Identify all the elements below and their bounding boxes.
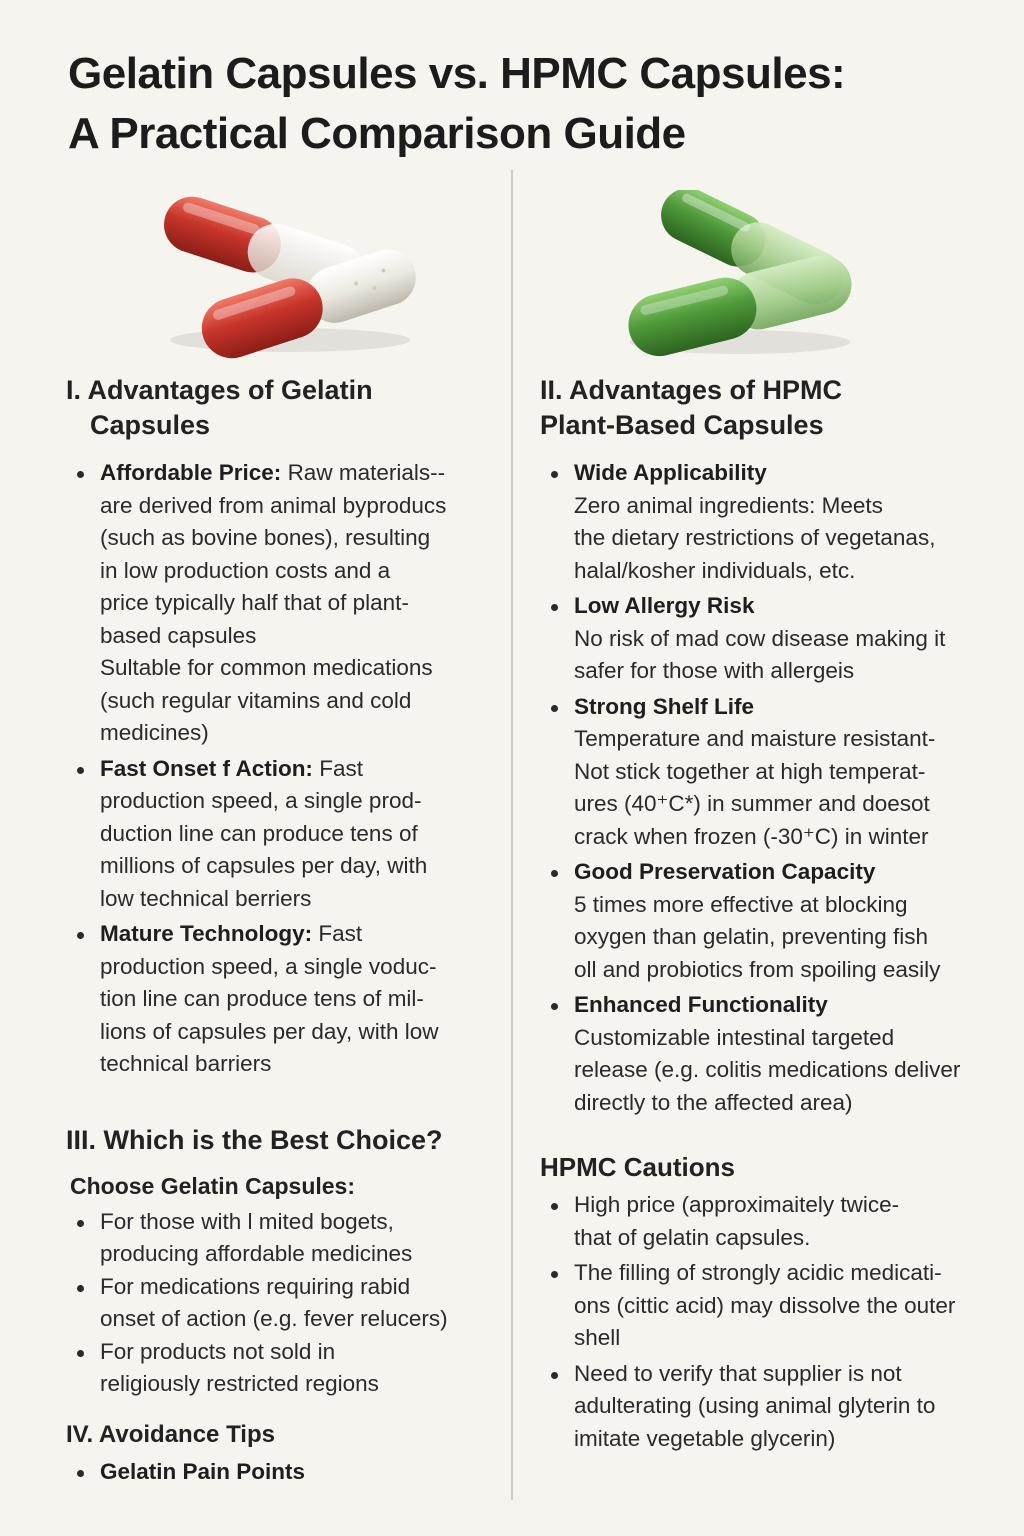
item-text: Customizable intestinal targeted bbox=[574, 1024, 895, 1050]
avoidance-tips-list bbox=[66, 1456, 496, 1489]
best-choice-heading: III. Which is the Best Choice? bbox=[66, 1124, 443, 1155]
item-text: are derived from animal byproducs bbox=[100, 492, 447, 518]
list-item bbox=[66, 1271, 496, 1336]
page-title-line-2: A Practical Comparison Guide bbox=[68, 109, 686, 158]
item-text: tion line can produce tens of mil- bbox=[100, 986, 424, 1011]
list-item bbox=[540, 1257, 990, 1355]
item-text: Sultable for common medications bbox=[100, 655, 433, 680]
item-text: in low production costs and a bbox=[100, 557, 391, 583]
hpmc-capsules-image bbox=[610, 190, 870, 360]
item-text: release (e.g. colitis medications deliver bbox=[574, 1057, 961, 1082]
page-title-line-1: Gelatin Capsules vs. HPMC Capsules: bbox=[68, 49, 846, 98]
item-term: Fast Onset f Action: bbox=[100, 755, 313, 781]
gelatin-advantages-list bbox=[66, 457, 496, 1081]
item-text: ures (40⁺C*) in summer and doesot bbox=[574, 791, 930, 816]
item-text: producing affordable medicines bbox=[100, 1241, 413, 1266]
item-text: production speed, a single voduc- bbox=[100, 953, 437, 979]
item-text: The filling of strongly acidic medicati- bbox=[574, 1260, 942, 1285]
item-text: the dietary restrictions of vegetanas, bbox=[574, 525, 936, 550]
item-text: Fast bbox=[318, 921, 363, 946]
list-item bbox=[66, 1206, 496, 1271]
item-text: halal/kosher individuals, etc. bbox=[574, 557, 856, 583]
item-text: crack when frozen (-30⁺C) in winter bbox=[574, 823, 929, 849]
list-item bbox=[66, 457, 496, 750]
item-text: 5 times more effective at blocking bbox=[574, 891, 908, 917]
item-text: Zero animal ingredients: Meets bbox=[574, 492, 883, 518]
item-term: Affordable Price: bbox=[100, 460, 282, 485]
hpmc-advantages-list bbox=[540, 457, 990, 1119]
item-text: onset of action (e.g. fever relucers) bbox=[100, 1306, 448, 1331]
item-text: shell bbox=[574, 1325, 621, 1350]
item-text: oll and probiotics from spoiling easily bbox=[574, 956, 941, 982]
avoidance-tips-heading: IV. Avoidance Tips bbox=[66, 1420, 275, 1448]
item-text: Need to verify that supplier is not bbox=[574, 1360, 902, 1386]
gelatin-advantages-heading bbox=[66, 373, 496, 443]
item-text: ons (cittic acid) may dissolve the outer bbox=[574, 1292, 956, 1318]
item-text: Fast bbox=[319, 755, 363, 781]
item-text: adulterating (using animal glyterin to bbox=[574, 1393, 936, 1418]
gelatin-capsules-image bbox=[140, 190, 420, 360]
item-text: millions of capsules per day, with bbox=[100, 853, 428, 878]
item-text: directly to the affected area) bbox=[574, 1089, 853, 1115]
item-text: medicines) bbox=[100, 720, 209, 745]
list-item bbox=[540, 590, 990, 688]
item-text: (such regular vitamins and cold bbox=[100, 687, 412, 713]
page-title bbox=[68, 44, 988, 164]
list-item bbox=[540, 457, 990, 587]
choose-gelatin-list bbox=[66, 1206, 496, 1401]
list-item bbox=[540, 989, 990, 1119]
item-text: Temperature and maisture resistant- bbox=[574, 726, 936, 751]
list-item bbox=[66, 753, 496, 916]
item-text: Raw materials-- bbox=[287, 460, 446, 485]
item-term: Wide Applicability bbox=[574, 460, 767, 485]
choose-gelatin-subheading: Choose Gelatin Capsules: bbox=[70, 1172, 356, 1199]
item-text: For products not sold in bbox=[100, 1338, 336, 1364]
list-item bbox=[540, 1358, 990, 1456]
list-item bbox=[540, 856, 990, 986]
item-text: price typically half that of plant- bbox=[100, 590, 409, 615]
item-text: religiously restricted regions bbox=[100, 1371, 379, 1396]
right-column bbox=[540, 373, 990, 1458]
gelatin-heading-line-1: I. Advantages of Gelatin bbox=[66, 375, 373, 405]
column-divider bbox=[511, 170, 513, 1500]
item-text: duction line can produce tens of bbox=[100, 820, 418, 846]
item-text: (such as bovine bones), resulting bbox=[100, 525, 431, 550]
item-text: production speed, a single prod- bbox=[100, 788, 422, 813]
item-term: Gelatin Pain Points bbox=[100, 1458, 306, 1484]
item-term: Enhanced Functionality bbox=[574, 992, 828, 1017]
item-term: Strong Shelf Life bbox=[574, 693, 754, 719]
list-item bbox=[66, 1456, 496, 1489]
item-text: oxygen than gelatin, preventing fish bbox=[574, 924, 928, 949]
list-item bbox=[66, 918, 496, 1081]
item-text: imitate vegetable glycerin) bbox=[574, 1425, 836, 1451]
hpmc-cautions-list bbox=[540, 1189, 990, 1455]
item-term: Low Allergy Risk bbox=[574, 593, 755, 618]
item-text: For medications requiring rabid bbox=[100, 1273, 411, 1299]
hpmc-advantages-heading bbox=[540, 373, 990, 443]
hpmc-cautions-heading: HPMC Cautions bbox=[540, 1152, 735, 1182]
item-text: No risk of mad cow disease making it bbox=[574, 625, 946, 651]
item-text: lions of capsules per day, with low bbox=[100, 1018, 439, 1044]
left-column bbox=[66, 373, 496, 1488]
item-text: that of gelatin capsules. bbox=[574, 1224, 811, 1250]
item-text: For those with l mited bogets, bbox=[100, 1208, 394, 1234]
list-item bbox=[66, 1336, 496, 1401]
item-text: High price (approximaitely twice- bbox=[574, 1192, 900, 1217]
list-item bbox=[540, 691, 990, 854]
item-text: based capsules bbox=[100, 622, 257, 648]
gelatin-heading-line-2: Capsules bbox=[90, 410, 211, 440]
item-term: Good Preservation Capacity bbox=[574, 859, 876, 884]
item-text: Not stick together at high temperat- bbox=[574, 758, 926, 784]
list-item bbox=[540, 1189, 990, 1254]
item-text: low technical berriers bbox=[100, 885, 312, 911]
item-text: safer for those with allergeis bbox=[574, 658, 855, 683]
item-text: technical barriers bbox=[100, 1051, 272, 1076]
item-term: Mature Technology: bbox=[100, 921, 313, 946]
hpmc-heading-line-1: II. Advantages of HPMC bbox=[540, 375, 843, 405]
hpmc-heading-line-2: Plant-Based Capsules bbox=[540, 410, 824, 440]
